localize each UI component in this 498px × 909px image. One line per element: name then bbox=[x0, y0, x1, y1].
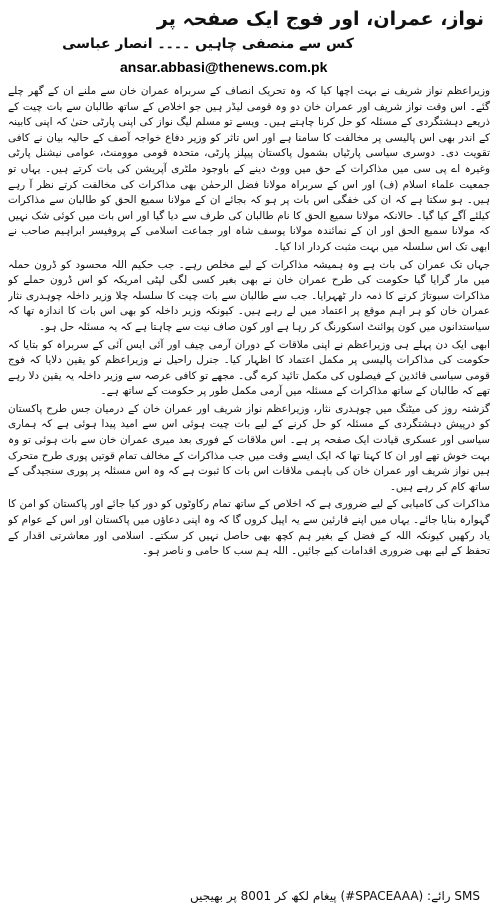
body-paragraph: جہاں تک عمران کی بات ہے وہ ہمیشہ مذاکرات کے لیے مخلص رہے۔ جب حکیم اللہ محسود کو ڈرون حملہ میں مار گرایا گیا حکومت کی طرح عمران خان نے بھی بغیر کسی لگی لپٹی امریکہ کو اس ڈرون حملے کو مذاکرات سبوتاژ کرنے کا ذمہ دار ٹھہرایا۔ جب سے طالبان سے بات چیت کا سلسلہ چلا وزیر داخلہ چوہدری نثار عمران خان کو ہر اہم موقع پر اعتماد میں لے رہے ہیں۔ کیونکہ وزیر داخلہ کو بھی اس بات کا اندازہ تھا کہ سیاستدانوں میں کون پوائنٹ اسکورنگ کر رہا ہے اور کون صاف نیت سے چاہتا ہے کہ یہ مسئلہ حل ہو۔ bbox=[8, 258, 490, 333]
author-email[interactable]: ansar.abbasi@thenews.com.pk bbox=[120, 59, 328, 75]
column-byline: کس سے منصفی چاہیں ۔۔۔۔ انصار عباسی bbox=[62, 36, 354, 52]
body-paragraph: وزیراعظم نواز شریف نے بہت اچھا کیا کہ وہ تحریک انصاف کے سربراہ عمران خان سے ملنے ان کے گھر چلے گئے۔ اس وقت نواز شریف اور عمران خان دو وہ قومی لیڈر ہیں جو اخلاص کے ساتھ طالبان سے بات چیت کے ذریعے دہشتگردی کے مسئلہ کو حل کرنا چاہتے ہیں۔ ویسے تو مسلم لیگ نواز کی اپنی پارٹی حتیٰ کہ اپنی کابینہ کے اندر بھی اس پالیسی پر مخالفت کا سامنا ہے اور اس تاثر کو وزیر دفاع خواجہ آصف کے حالیہ بیان نے کافی تقویت دی۔ دوسری سیاسی پارٹیاں بشمول پاکستان پیپلز پارٹی، متحدہ قومی موومنٹ، عوامی نیشنل پارٹی وغیرہ اے پی سی میں مذاکرات کے حق میں ووٹ دینے کے باوجود ملٹری آپریشن کی بات کرتے ہیں۔ یہاں تو جمعیت علماء اسلام (ف) اور اس کے سربراہ مولانا فضل الرحمٰن بھی مذاکرات کی مخالفت کرتے نظر آ رہے ہیں۔ ہو سکتا ہے کہ ان کی خفگی اس بات پر ہو کہ بجائے ان کے مولانا سمیع الحق کو طالبان سے مذاکرات کیلئے آگے کیا گیا۔ حالانکہ مولانا سمیع الحق کا نام طالبان کی طرف سے دیا گیا اور اس بات میں کوئی شک نہیں کہ مولانا سمیع الحق اور ان کے نمائندہ مولانا یوسف شاہ اور جماعت اسلامی کے پروفیسر ابراہیم صاحب نے ابھی تک اس سلسلہ میں بہت مثبت کردار ادا کیا۔ bbox=[8, 85, 490, 253]
body-paragraph: ابھی ایک دن پہلے ہی وزیراعظم نے اپنی ملاقات کے دوران آرمی چیف اور آئی ایس آئی کے سربراہ کو بتایا کہ حکومت کی مذاکرات پالیسی پر مکمل اعتماد کا اظہار کیا۔ جنرل راحیل نے وزیراعظم کو یقین دلایا کہ فوج قومی سیاسی قائدین کے فیصلوں کی مکمل تائید کرے گی۔ مجھے تو کافی عرصہ سے وزیر داخلہ یہ یقین دلا رہے تھے کہ طالبان کے ساتھ مذاکرات کے مسئلہ میں آرمی مکمل طور پر حکومت کے ساتھ ہے۔ bbox=[8, 338, 490, 398]
body-paragraph: گزشتہ روز کی میٹنگ میں چوہدری نثار، وزیراعظم نواز شریف اور عمران خان کے درمیان جس طرح پاکستان کو درپیش دہشتگردی کے مسئلہ کو حل کرنے کے لیے بات چیت ہوئی اس سے امید پیدا ہوئی ہے کہ ہماری سیاسی اور عسکری قیادت ایک صفحہ پر ہے۔ اس ملاقات کے فوری بعد میری عمران خان سے بات ہوئی تو وہ بہت خوش تھے اور ان کا کہنا تھا کہ ایک ایسے وقت میں جب مذاکرات کے مخالف تمام قوتیں پوری طرح متحرک ہیں نواز شریف اور عمران خان کی باہمی ملاقات اس بات کا ثبوت ہے کہ وہ اس مسئلہ پر پوری سنجیدگی کے ساتھ کام کر رہے ہیں۔ bbox=[8, 402, 490, 493]
body-paragraph: مذاکرات کی کامیابی کے لیے ضروری ہے کہ اخلاص کے ساتھ تمام رکاوٹوں کو دور کیا جائے اور پاکستان کو امن کا گہوارہ بنایا جائے۔ یہاں میں اپنے قارئین سے یہ اپیل کروں گا کہ وہ اپنی دعاؤں میں پاکستان اور اس کے عوام کو یاد رکھیں کیونکہ اللہ کے فضل کے بغیر ہم کچھ بھی حاصل نہیں کر سکتے۔ اسلامی اور معاشرتی اقدار کے تحفظ کے لیے بھی ضروری اقدامات کیے جائیں۔ اللہ ہم سب کا حامی و ناصر ہو۔ bbox=[8, 498, 490, 558]
column-headline: نواز، عمران، اور فوج ایک صفحہ پر bbox=[156, 8, 484, 30]
column-body bbox=[8, 84, 490, 862]
sms-footer: SMS رائے: (SPACEAAA#) پیغام لکھ کر 8001 پر بھیجیں bbox=[190, 889, 480, 903]
